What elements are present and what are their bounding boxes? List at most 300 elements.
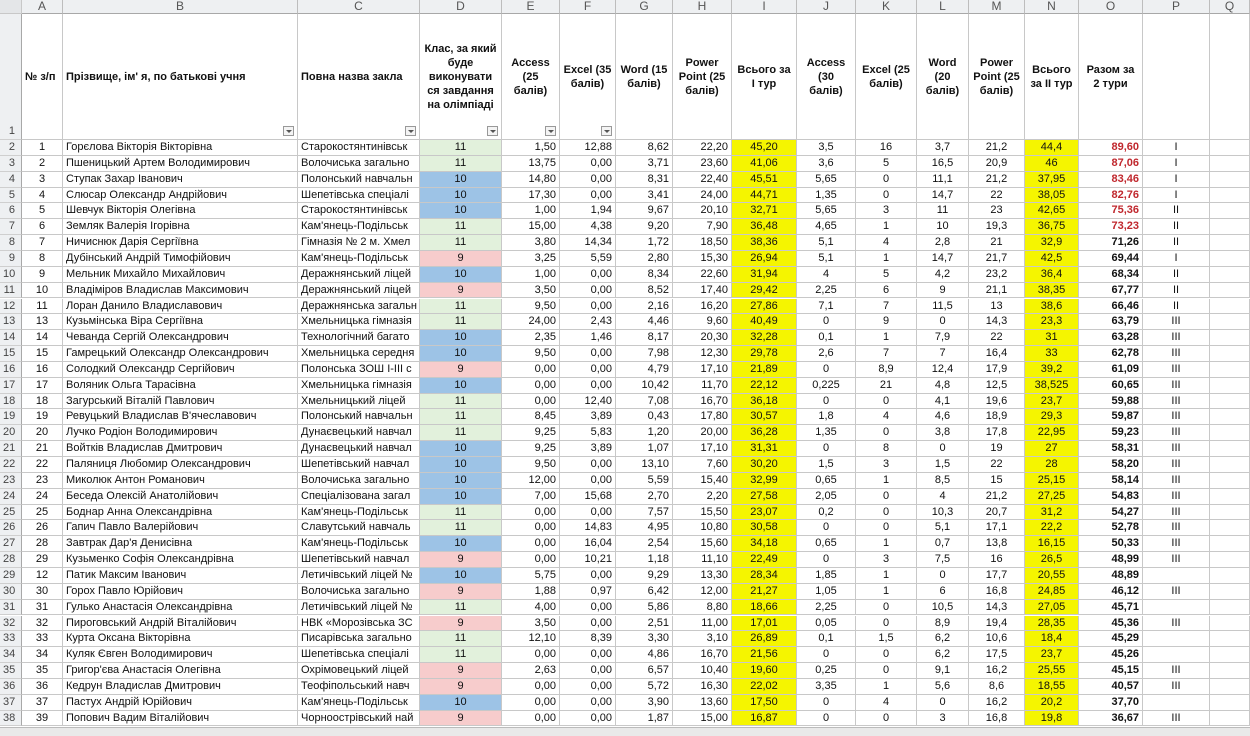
- access-score-1[interactable]: 1,50: [502, 140, 560, 156]
- word-score-1[interactable]: 2,80: [616, 251, 673, 267]
- student-name[interactable]: Загурський Віталій Павлович: [63, 394, 298, 410]
- total-score-1[interactable]: 41,06: [732, 156, 797, 172]
- access-score-2[interactable]: 0: [797, 362, 856, 378]
- access-score-2[interactable]: 0: [797, 441, 856, 457]
- total-score-1[interactable]: 36,28: [732, 425, 797, 441]
- column-header-f[interactable]: F: [560, 0, 616, 14]
- access-score-2[interactable]: 7,1: [797, 299, 856, 315]
- row-number[interactable]: 29: [22, 552, 63, 568]
- powerpoint-score-1[interactable]: 11,70: [673, 378, 732, 394]
- student-name[interactable]: Ступак Захар Іванович: [63, 172, 298, 188]
- total-score-2[interactable]: 42,65: [1025, 203, 1079, 219]
- empty-cell[interactable]: [1210, 568, 1250, 584]
- powerpoint-score-2[interactable]: 19,4: [969, 616, 1025, 632]
- excel-score-1[interactable]: 0,00: [560, 679, 616, 695]
- row-number[interactable]: 7: [22, 235, 63, 251]
- student-name[interactable]: Лучко Родіон Володимирович: [63, 425, 298, 441]
- school-name[interactable]: Деражнянська загальн: [298, 299, 420, 315]
- word-score-1[interactable]: 10,42: [616, 378, 673, 394]
- place-cell[interactable]: ІІ: [1143, 283, 1210, 299]
- powerpoint-score-2[interactable]: 21,2: [969, 172, 1025, 188]
- total-score-1[interactable]: 36,48: [732, 219, 797, 235]
- total-score-2[interactable]: 36,75: [1025, 219, 1079, 235]
- row-number[interactable]: 9: [22, 267, 63, 283]
- excel-score-1[interactable]: 10,21: [560, 552, 616, 568]
- excel-score-2[interactable]: 0: [856, 188, 917, 204]
- row-number[interactable]: 30: [22, 584, 63, 600]
- powerpoint-score-2[interactable]: 15: [969, 473, 1025, 489]
- excel-score-2[interactable]: 0: [856, 425, 917, 441]
- word-score-2[interactable]: 4: [917, 489, 969, 505]
- row-header[interactable]: 37: [0, 695, 22, 711]
- access-score-1[interactable]: 0,00: [502, 647, 560, 663]
- student-name[interactable]: Попович Вадим Віталійович: [63, 711, 298, 727]
- class-cell[interactable]: 10: [420, 378, 502, 394]
- excel-score-2[interactable]: 8,9: [856, 362, 917, 378]
- total-score-1[interactable]: 16,87: [732, 711, 797, 727]
- filter-dropdown-icon[interactable]: [545, 126, 556, 136]
- empty-cell[interactable]: [1210, 203, 1250, 219]
- word-score-2[interactable]: 0,7: [917, 536, 969, 552]
- word-score-2[interactable]: 0: [917, 441, 969, 457]
- grand-total[interactable]: 68,34: [1079, 267, 1143, 283]
- school-name[interactable]: Кам'янець-Подільськ: [298, 219, 420, 235]
- student-name[interactable]: Владіміров Владислав Максимович: [63, 283, 298, 299]
- word-score-1[interactable]: 3,71: [616, 156, 673, 172]
- student-name[interactable]: Воляник Ольга Тарасівна: [63, 378, 298, 394]
- row-header[interactable]: 36: [0, 679, 22, 695]
- total-score-2[interactable]: 22,2: [1025, 520, 1079, 536]
- powerpoint-score-1[interactable]: 16,30: [673, 679, 732, 695]
- powerpoint-score-2[interactable]: 13: [969, 299, 1025, 315]
- access-score-2[interactable]: 0: [797, 552, 856, 568]
- excel-score-1[interactable]: 0,97: [560, 584, 616, 600]
- grand-total[interactable]: 48,89: [1079, 568, 1143, 584]
- powerpoint-score-2[interactable]: 21: [969, 235, 1025, 251]
- access-score-1[interactable]: 0,00: [502, 394, 560, 410]
- total-score-2[interactable]: 44,4: [1025, 140, 1079, 156]
- row-number[interactable]: 23: [22, 473, 63, 489]
- word-score-2[interactable]: 6: [917, 584, 969, 600]
- powerpoint-score-2[interactable]: 13,8: [969, 536, 1025, 552]
- word-score-2[interactable]: 7: [917, 346, 969, 362]
- access-score-2[interactable]: 5,1: [797, 235, 856, 251]
- school-name[interactable]: Кам'янець-Подільськ: [298, 251, 420, 267]
- powerpoint-score-2[interactable]: 16: [969, 552, 1025, 568]
- school-name[interactable]: Спеціалізована загал: [298, 489, 420, 505]
- class-cell[interactable]: 10: [420, 267, 502, 283]
- access-score-2[interactable]: 1,5: [797, 457, 856, 473]
- total-score-1[interactable]: 36,18: [732, 394, 797, 410]
- total-score-2[interactable]: 31,2: [1025, 505, 1079, 521]
- powerpoint-score-1[interactable]: 20,10: [673, 203, 732, 219]
- place-cell[interactable]: ІІ: [1143, 203, 1210, 219]
- row-header[interactable]: 24: [0, 489, 22, 505]
- school-name[interactable]: Старокостянтинівськ: [298, 140, 420, 156]
- word-score-2[interactable]: 0: [917, 695, 969, 711]
- access-score-2[interactable]: 0: [797, 314, 856, 330]
- row-header[interactable]: 38: [0, 711, 22, 727]
- total-score-1[interactable]: 22,02: [732, 679, 797, 695]
- filter-dropdown-icon[interactable]: [487, 126, 498, 136]
- place-cell[interactable]: ІІІ: [1143, 711, 1210, 727]
- school-name[interactable]: Полонська ЗОШ І-ІІІ с: [298, 362, 420, 378]
- class-cell[interactable]: 9: [420, 616, 502, 632]
- place-cell[interactable]: ІІІ: [1143, 362, 1210, 378]
- access-score-1[interactable]: 13,75: [502, 156, 560, 172]
- grand-total[interactable]: 58,31: [1079, 441, 1143, 457]
- column-header-b[interactable]: B: [63, 0, 298, 14]
- grand-total[interactable]: 87,06: [1079, 156, 1143, 172]
- grand-total[interactable]: 71,26: [1079, 235, 1143, 251]
- empty-cell[interactable]: [1210, 330, 1250, 346]
- school-name[interactable]: Шепетівська спеціалі: [298, 188, 420, 204]
- word-score-2[interactable]: 10,3: [917, 505, 969, 521]
- empty-cell[interactable]: [1210, 378, 1250, 394]
- access-score-1[interactable]: 1,88: [502, 584, 560, 600]
- place-cell[interactable]: [1143, 695, 1210, 711]
- student-name[interactable]: Беседа Олексій Анатолійович: [63, 489, 298, 505]
- class-cell[interactable]: 10: [420, 330, 502, 346]
- word-score-2[interactable]: 3,8: [917, 425, 969, 441]
- access-score-2[interactable]: 0,65: [797, 473, 856, 489]
- word-score-1[interactable]: 6,42: [616, 584, 673, 600]
- excel-score-1[interactable]: 0,00: [560, 267, 616, 283]
- powerpoint-score-2[interactable]: 18,9: [969, 409, 1025, 425]
- filter-dropdown-icon[interactable]: [405, 126, 416, 136]
- row-header[interactable]: 9: [0, 251, 22, 267]
- row-number[interactable]: 37: [22, 695, 63, 711]
- excel-score-2[interactable]: 0: [856, 505, 917, 521]
- row-number[interactable]: 12: [22, 568, 63, 584]
- class-cell[interactable]: 10: [420, 203, 502, 219]
- excel-score-1[interactable]: 12,40: [560, 394, 616, 410]
- excel-score-1[interactable]: 4,38: [560, 219, 616, 235]
- student-name[interactable]: Мельник Михайло Михайлович: [63, 267, 298, 283]
- class-cell[interactable]: 11: [420, 505, 502, 521]
- place-cell[interactable]: І: [1143, 188, 1210, 204]
- class-cell[interactable]: 9: [420, 251, 502, 267]
- powerpoint-score-1[interactable]: 17,40: [673, 283, 732, 299]
- grand-total[interactable]: 59,23: [1079, 425, 1143, 441]
- word-score-1[interactable]: 3,90: [616, 695, 673, 711]
- row-header[interactable]: 18: [0, 394, 22, 410]
- total-score-2[interactable]: 38,35: [1025, 283, 1079, 299]
- row-header[interactable]: 31: [0, 600, 22, 616]
- empty-cell[interactable]: [1210, 140, 1250, 156]
- total-score-2[interactable]: 18,4: [1025, 631, 1079, 647]
- student-name[interactable]: Горох Павло Юрійович: [63, 584, 298, 600]
- excel-score-2[interactable]: 0: [856, 647, 917, 663]
- grand-total[interactable]: 58,14: [1079, 473, 1143, 489]
- row-header[interactable]: 30: [0, 584, 22, 600]
- class-cell[interactable]: 10: [420, 536, 502, 552]
- powerpoint-score-2[interactable]: 21,7: [969, 251, 1025, 267]
- row-number[interactable]: 4: [22, 188, 63, 204]
- powerpoint-score-2[interactable]: 16,8: [969, 584, 1025, 600]
- total-score-1[interactable]: 30,58: [732, 520, 797, 536]
- access-score-2[interactable]: 0,225: [797, 378, 856, 394]
- school-name[interactable]: Шепетівський навчал: [298, 552, 420, 568]
- word-score-1[interactable]: 5,86: [616, 600, 673, 616]
- total-score-2[interactable]: 38,05: [1025, 188, 1079, 204]
- word-score-2[interactable]: 9: [917, 283, 969, 299]
- powerpoint-score-1[interactable]: 15,60: [673, 536, 732, 552]
- empty-cell[interactable]: [1210, 663, 1250, 679]
- access-score-2[interactable]: 1,35: [797, 425, 856, 441]
- excel-score-1[interactable]: 8,39: [560, 631, 616, 647]
- empty-cell[interactable]: [1210, 584, 1250, 600]
- powerpoint-score-1[interactable]: 12,00: [673, 584, 732, 600]
- student-name[interactable]: Курта Оксана Вікторівна: [63, 631, 298, 647]
- total-score-1[interactable]: 31,94: [732, 267, 797, 283]
- access-score-2[interactable]: 0: [797, 647, 856, 663]
- grand-total[interactable]: 63,28: [1079, 330, 1143, 346]
- row-header[interactable]: 10: [0, 267, 22, 283]
- row-header[interactable]: 8: [0, 235, 22, 251]
- place-cell[interactable]: ІІІ: [1143, 409, 1210, 425]
- total-score-2[interactable]: 38,6: [1025, 299, 1079, 315]
- word-score-1[interactable]: 5,72: [616, 679, 673, 695]
- total-score-2[interactable]: 27,25: [1025, 489, 1079, 505]
- school-name[interactable]: Полонський навчальн: [298, 409, 420, 425]
- powerpoint-score-2[interactable]: 20,9: [969, 156, 1025, 172]
- powerpoint-score-1[interactable]: 16,20: [673, 299, 732, 315]
- total-score-2[interactable]: 27: [1025, 441, 1079, 457]
- access-score-1[interactable]: 0,00: [502, 711, 560, 727]
- empty-cell[interactable]: [1210, 711, 1250, 727]
- row-header[interactable]: 25: [0, 505, 22, 521]
- total-score-2[interactable]: 23,7: [1025, 394, 1079, 410]
- school-name[interactable]: Хмельницька середня: [298, 346, 420, 362]
- row-header[interactable]: 26: [0, 520, 22, 536]
- place-cell[interactable]: І: [1143, 172, 1210, 188]
- access-score-2[interactable]: 0,65: [797, 536, 856, 552]
- access-score-2[interactable]: 1,8: [797, 409, 856, 425]
- place-cell[interactable]: [1143, 600, 1210, 616]
- school-name[interactable]: Хмельницька гімназія: [298, 314, 420, 330]
- word-score-2[interactable]: 1,5: [917, 457, 969, 473]
- class-cell[interactable]: 9: [420, 552, 502, 568]
- powerpoint-score-1[interactable]: 16,70: [673, 647, 732, 663]
- word-score-2[interactable]: 4,8: [917, 378, 969, 394]
- access-score-1[interactable]: 2,63: [502, 663, 560, 679]
- row-number[interactable]: 14: [22, 330, 63, 346]
- place-cell[interactable]: І: [1143, 251, 1210, 267]
- access-score-1[interactable]: 0,00: [502, 520, 560, 536]
- column-header-k[interactable]: K: [856, 0, 917, 14]
- powerpoint-score-2[interactable]: 19,6: [969, 394, 1025, 410]
- row-header[interactable]: 4: [0, 172, 22, 188]
- empty-cell[interactable]: [1210, 505, 1250, 521]
- grand-total[interactable]: 40,57: [1079, 679, 1143, 695]
- class-cell[interactable]: 11: [420, 647, 502, 663]
- word-score-2[interactable]: 2,8: [917, 235, 969, 251]
- access-score-1[interactable]: 0,00: [502, 679, 560, 695]
- row-header[interactable]: 1: [0, 14, 22, 140]
- row-header[interactable]: 33: [0, 631, 22, 647]
- place-cell[interactable]: ІІ: [1143, 267, 1210, 283]
- student-name[interactable]: Гамрецький Олександр Олександрович: [63, 346, 298, 362]
- access-score-1[interactable]: 14,80: [502, 172, 560, 188]
- row-number[interactable]: 34: [22, 647, 63, 663]
- word-score-1[interactable]: 8,34: [616, 267, 673, 283]
- word-score-2[interactable]: 11,5: [917, 299, 969, 315]
- excel-score-2[interactable]: 3: [856, 552, 917, 568]
- powerpoint-score-2[interactable]: 8,6: [969, 679, 1025, 695]
- access-score-1[interactable]: 1,00: [502, 203, 560, 219]
- word-score-1[interactable]: 2,51: [616, 616, 673, 632]
- total-score-1[interactable]: 45,51: [732, 172, 797, 188]
- excel-score-2[interactable]: 1,5: [856, 631, 917, 647]
- powerpoint-score-2[interactable]: 23: [969, 203, 1025, 219]
- excel-score-2[interactable]: 0: [856, 520, 917, 536]
- word-score-2[interactable]: 11,1: [917, 172, 969, 188]
- place-cell[interactable]: ІІІ: [1143, 425, 1210, 441]
- powerpoint-score-1[interactable]: 17,10: [673, 362, 732, 378]
- powerpoint-score-1[interactable]: 18,50: [673, 235, 732, 251]
- grand-total[interactable]: 45,26: [1079, 647, 1143, 663]
- access-score-1[interactable]: 9,25: [502, 425, 560, 441]
- empty-cell[interactable]: [1210, 235, 1250, 251]
- row-number[interactable]: 31: [22, 600, 63, 616]
- excel-score-2[interactable]: 5: [856, 267, 917, 283]
- empty-cell[interactable]: [1210, 346, 1250, 362]
- access-score-1[interactable]: 9,25: [502, 441, 560, 457]
- word-score-1[interactable]: 3,41: [616, 188, 673, 204]
- column-header-p[interactable]: P: [1143, 0, 1210, 14]
- total-score-1[interactable]: 21,56: [732, 647, 797, 663]
- access-score-1[interactable]: 0,00: [502, 505, 560, 521]
- total-score-2[interactable]: 19,8: [1025, 711, 1079, 727]
- row-header[interactable]: 5: [0, 188, 22, 204]
- excel-score-2[interactable]: 21: [856, 378, 917, 394]
- excel-score-1[interactable]: 3,89: [560, 409, 616, 425]
- total-score-1[interactable]: 29,42: [732, 283, 797, 299]
- total-score-1[interactable]: 30,20: [732, 457, 797, 473]
- school-name[interactable]: Старокостянтинівськ: [298, 203, 420, 219]
- total-score-2[interactable]: 28,35: [1025, 616, 1079, 632]
- access-score-1[interactable]: 3,80: [502, 235, 560, 251]
- total-score-1[interactable]: 17,01: [732, 616, 797, 632]
- access-score-2[interactable]: 3,35: [797, 679, 856, 695]
- access-score-2[interactable]: 2,25: [797, 600, 856, 616]
- student-name[interactable]: Миколюк Антон Романович: [63, 473, 298, 489]
- select-all-corner[interactable]: [0, 0, 22, 14]
- word-score-2[interactable]: 5,6: [917, 679, 969, 695]
- excel-score-2[interactable]: 4: [856, 235, 917, 251]
- powerpoint-score-2[interactable]: 22: [969, 188, 1025, 204]
- row-header[interactable]: 27: [0, 536, 22, 552]
- grand-total[interactable]: 69,44: [1079, 251, 1143, 267]
- grand-total[interactable]: 60,65: [1079, 378, 1143, 394]
- column-header-g[interactable]: G: [616, 0, 673, 14]
- row-number[interactable]: 24: [22, 489, 63, 505]
- excel-score-2[interactable]: 4: [856, 695, 917, 711]
- student-name[interactable]: Кедрун Владислав Дмитрович: [63, 679, 298, 695]
- excel-score-1[interactable]: 0,00: [560, 188, 616, 204]
- school-name[interactable]: Волочиська загально: [298, 584, 420, 600]
- powerpoint-score-1[interactable]: 16,70: [673, 394, 732, 410]
- access-score-1[interactable]: 4,00: [502, 600, 560, 616]
- empty-cell[interactable]: [1210, 489, 1250, 505]
- word-score-1[interactable]: 8,17: [616, 330, 673, 346]
- student-name[interactable]: Завтрак Дар'я Денисівна: [63, 536, 298, 552]
- student-name[interactable]: Патик Максим Іванович: [63, 568, 298, 584]
- total-score-2[interactable]: 25,15: [1025, 473, 1079, 489]
- class-cell[interactable]: 9: [420, 711, 502, 727]
- powerpoint-score-1[interactable]: 20,00: [673, 425, 732, 441]
- total-score-2[interactable]: 20,55: [1025, 568, 1079, 584]
- total-score-2[interactable]: 29,3: [1025, 409, 1079, 425]
- excel-score-1[interactable]: 14,34: [560, 235, 616, 251]
- row-header[interactable]: 20: [0, 425, 22, 441]
- class-cell[interactable]: 11: [420, 299, 502, 315]
- class-cell[interactable]: 11: [420, 314, 502, 330]
- access-score-1[interactable]: 0,00: [502, 552, 560, 568]
- total-score-1[interactable]: 32,71: [732, 203, 797, 219]
- word-score-1[interactable]: 8,62: [616, 140, 673, 156]
- grand-total[interactable]: 75,36: [1079, 203, 1143, 219]
- student-name[interactable]: Слюсар Олександр Андрійович: [63, 188, 298, 204]
- column-header-o[interactable]: O: [1079, 0, 1143, 14]
- total-score-2[interactable]: 37,95: [1025, 172, 1079, 188]
- powerpoint-score-2[interactable]: 17,1: [969, 520, 1025, 536]
- total-score-2[interactable]: 20,2: [1025, 695, 1079, 711]
- word-score-2[interactable]: 12,4: [917, 362, 969, 378]
- grand-total[interactable]: 50,33: [1079, 536, 1143, 552]
- excel-score-2[interactable]: 5: [856, 156, 917, 172]
- place-cell[interactable]: ІІІ: [1143, 457, 1210, 473]
- powerpoint-score-1[interactable]: 15,50: [673, 505, 732, 521]
- grand-total[interactable]: 45,15: [1079, 663, 1143, 679]
- row-header[interactable]: 13: [0, 314, 22, 330]
- class-cell[interactable]: 10: [420, 473, 502, 489]
- school-name[interactable]: Летичівський ліцей №: [298, 568, 420, 584]
- place-cell[interactable]: [1143, 568, 1210, 584]
- school-name[interactable]: Чорноострівський най: [298, 711, 420, 727]
- excel-score-1[interactable]: 1,94: [560, 203, 616, 219]
- word-score-2[interactable]: 3,7: [917, 140, 969, 156]
- row-number[interactable]: 8: [22, 251, 63, 267]
- powerpoint-score-2[interactable]: 10,6: [969, 631, 1025, 647]
- student-name[interactable]: Паляниця Любомир Олександрович: [63, 457, 298, 473]
- access-score-2[interactable]: 0: [797, 711, 856, 727]
- total-score-1[interactable]: 30,57: [732, 409, 797, 425]
- powerpoint-score-2[interactable]: 20,7: [969, 505, 1025, 521]
- row-number[interactable]: 26: [22, 520, 63, 536]
- excel-score-2[interactable]: 1: [856, 330, 917, 346]
- grand-total[interactable]: 45,29: [1079, 631, 1143, 647]
- excel-score-1[interactable]: 12,88: [560, 140, 616, 156]
- empty-cell[interactable]: [1210, 172, 1250, 188]
- excel-score-1[interactable]: 0,00: [560, 473, 616, 489]
- word-score-2[interactable]: 16,5: [917, 156, 969, 172]
- class-cell[interactable]: 9: [420, 362, 502, 378]
- access-score-2[interactable]: 5,1: [797, 251, 856, 267]
- powerpoint-score-1[interactable]: 8,80: [673, 600, 732, 616]
- class-cell[interactable]: 11: [420, 219, 502, 235]
- place-cell[interactable]: ІІІ: [1143, 584, 1210, 600]
- school-name[interactable]: Писарівська загально: [298, 631, 420, 647]
- empty-cell[interactable]: [1210, 425, 1250, 441]
- school-name[interactable]: Деражнянський ліцей: [298, 267, 420, 283]
- access-score-2[interactable]: 2,25: [797, 283, 856, 299]
- total-score-1[interactable]: 19,60: [732, 663, 797, 679]
- powerpoint-score-1[interactable]: 22,20: [673, 140, 732, 156]
- word-score-1[interactable]: 3,30: [616, 631, 673, 647]
- excel-score-1[interactable]: 0,00: [560, 378, 616, 394]
